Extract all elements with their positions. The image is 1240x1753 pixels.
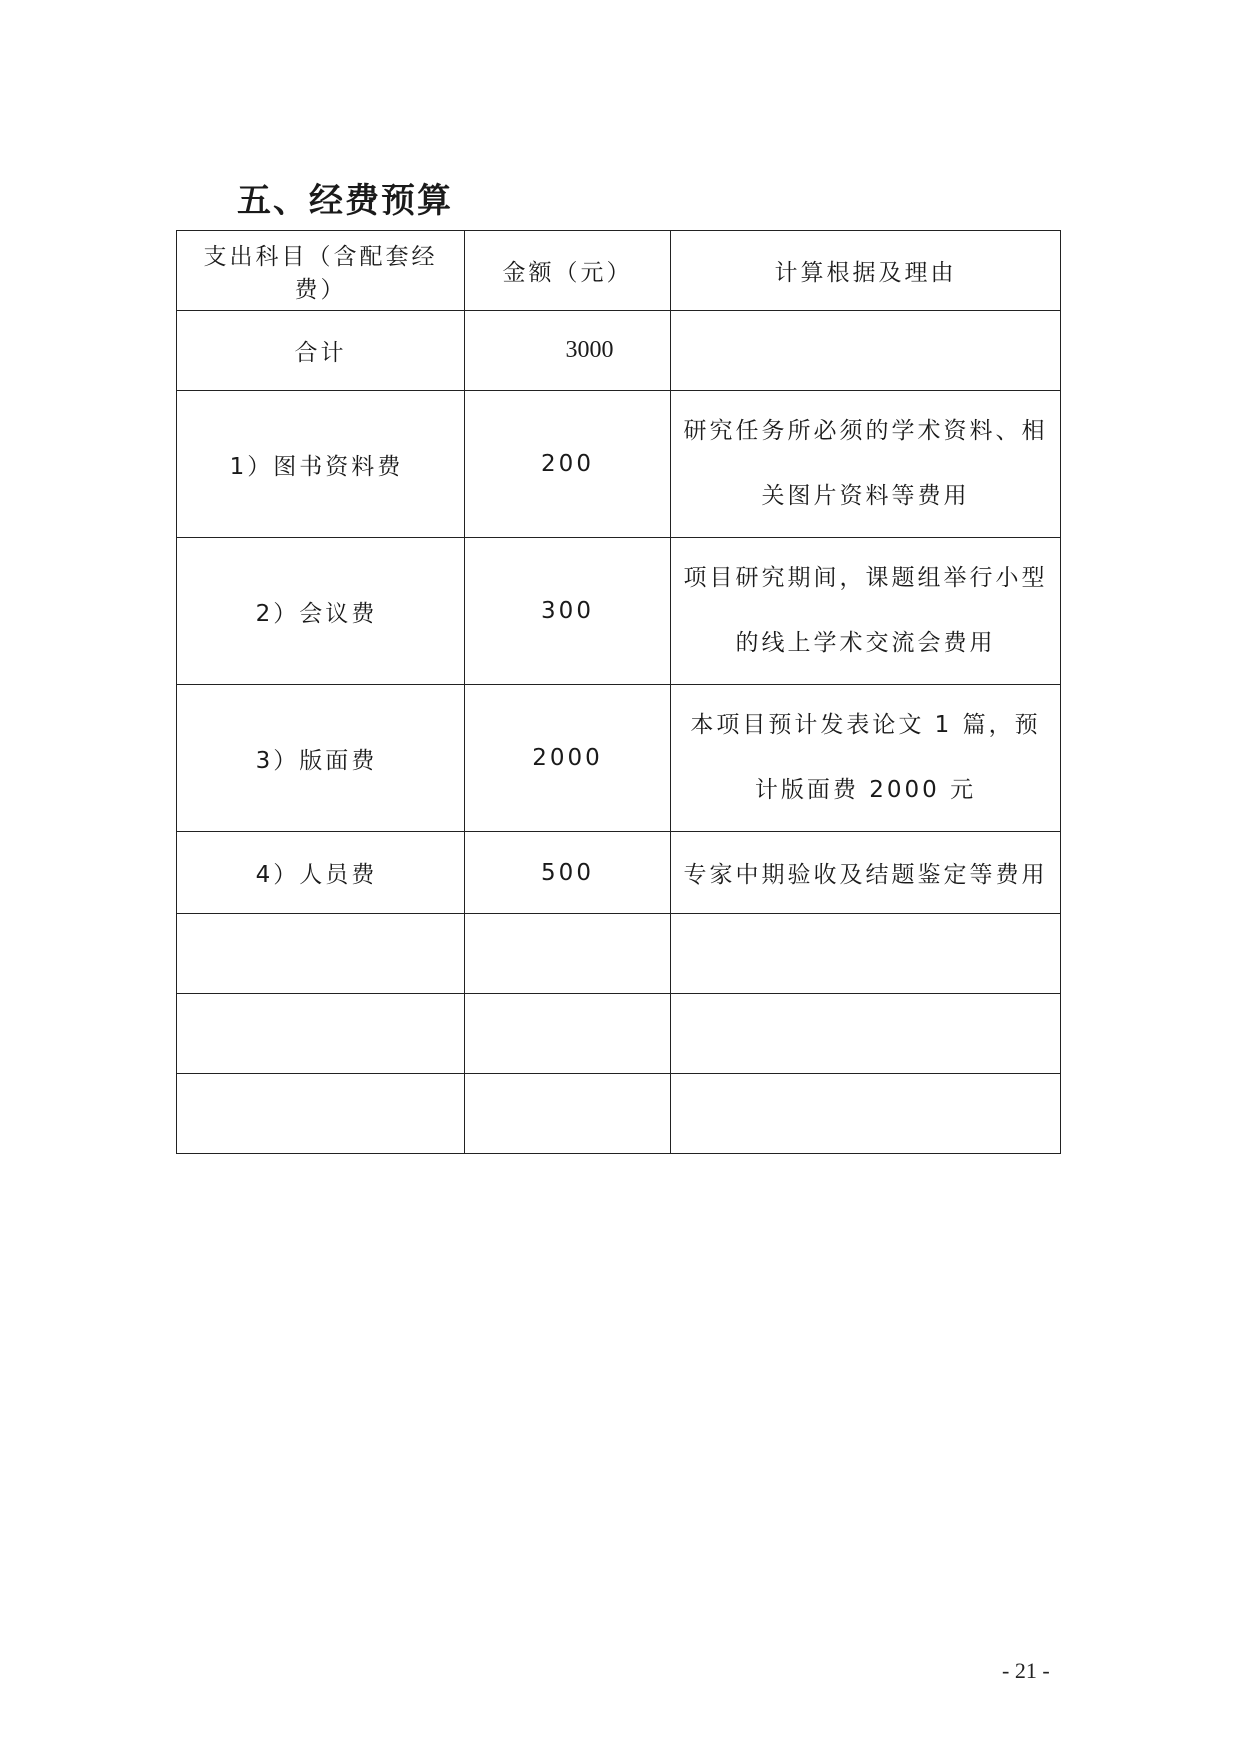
- page-title: 五、经费预算: [237, 181, 453, 221]
- total-row: [177, 311, 1061, 391]
- row-item: 1）图书资料费: [177, 391, 465, 538]
- row-item: 4）人员费: [177, 832, 465, 914]
- row-amount: 500: [465, 832, 671, 914]
- empty-cell: [465, 1074, 671, 1154]
- header-reason: 计算根据及理由: [671, 231, 1061, 311]
- table-row: [177, 391, 1061, 538]
- empty-cell: [177, 914, 465, 994]
- header-expense-item: 支出科目（含配套经费）: [177, 231, 465, 311]
- total-reason: [671, 311, 1061, 391]
- row-reason: 专家中期验收及结题鉴定等费用: [671, 832, 1061, 914]
- empty-row: [177, 914, 1061, 994]
- empty-cell: [177, 1074, 465, 1154]
- empty-cell: [177, 994, 465, 1074]
- empty-cell: [671, 994, 1061, 1074]
- header-amount: 金额（元）: [465, 231, 671, 311]
- row-item: 3）版面费: [177, 685, 465, 832]
- row-reason: 本项目预计发表论文 1 篇，预计版面费 2000 元: [671, 685, 1061, 832]
- total-amount-cell: [465, 311, 671, 391]
- row-amount: 2000: [465, 685, 671, 832]
- total-amount: 3000: [565, 337, 614, 363]
- page-number: - 21 -: [1002, 1658, 1050, 1683]
- row-amount: 200: [465, 391, 671, 538]
- table-row: [177, 538, 1061, 685]
- empty-cell: [465, 994, 671, 1074]
- row-amount: 300: [465, 538, 671, 685]
- empty-cell: [465, 914, 671, 994]
- table-header-row: [177, 231, 1061, 311]
- table-row: [177, 832, 1061, 914]
- total-label: 合计: [177, 311, 465, 391]
- empty-row: [177, 994, 1061, 1074]
- row-reason: 项目研究期间，课题组举行小型的线上学术交流会费用: [671, 538, 1061, 685]
- empty-row: [177, 1074, 1061, 1154]
- budget-table: [176, 230, 1061, 1154]
- row-reason: 研究任务所必须的学术资料、相关图片资料等费用: [671, 391, 1061, 538]
- table-row: [177, 685, 1061, 832]
- row-item: 2）会议费: [177, 538, 465, 685]
- empty-cell: [671, 1074, 1061, 1154]
- empty-cell: [671, 914, 1061, 994]
